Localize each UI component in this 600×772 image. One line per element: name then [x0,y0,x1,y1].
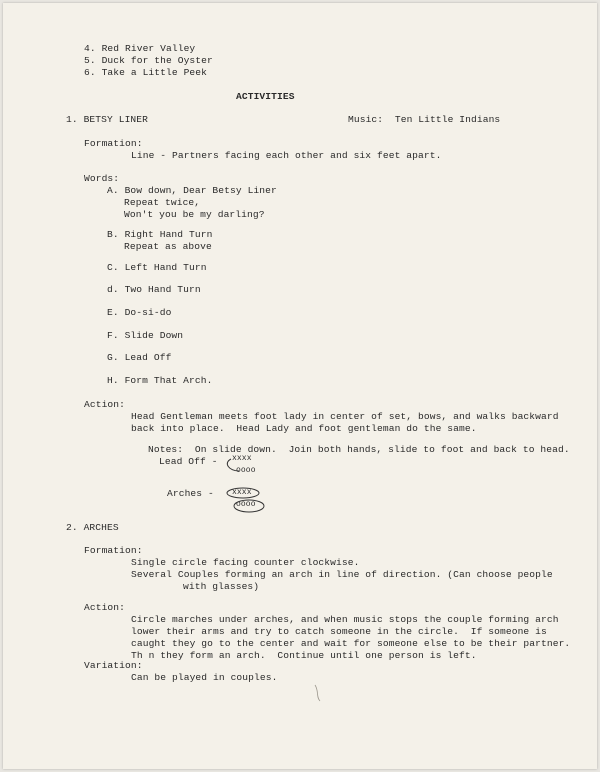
music-note: Music: Ten Little Indians [348,114,501,125]
words-line: F. Slide Down [107,330,184,341]
variation-text: Can be played in couples. [131,672,278,683]
notes-text: Notes: On slide down. Join both hands, slide to foot and back to head. [148,444,570,455]
action-text: back into place. Head Lady and foot gentleman do the same. [131,423,477,434]
action-label: Action: [84,399,126,410]
words-line: Repeat twice, [124,197,201,208]
song-item: 4. Red River Valley [84,43,196,54]
lead-off-top-row: xxxx [232,454,252,463]
song-item: 5. Duck for the Oyster [84,55,213,66]
arch-loop-icon [225,487,275,517]
words-line: Won't you be my darling? [124,209,265,220]
lead-off-arrow-icon [225,455,265,483]
words-label: Words: [84,173,120,184]
formation-text: Several Couples forming an arch in line of direction. (Can choose people [131,569,553,580]
formation-text: with glasses) [183,581,260,592]
words-line: B. Right Hand Turn [107,229,213,240]
arches-bottom-row: oooo [236,500,256,509]
action-text: lower their arms and try to catch someone in the circle. If someone is [131,626,547,637]
formation-label: Formation: [84,545,143,556]
words-line: C. Left Hand Turn [107,262,207,273]
song-item: 6. Take a Little Peek [84,67,208,78]
activity-title: 1. BETSY LINER [66,114,149,125]
words-line: H. Form That Arch. [107,375,213,386]
action-text: caught they go to the center and wait for someone else to be their partner. [131,638,571,649]
words-line: A. Bow down, Dear Betsy Liner [107,185,277,196]
action-label: Action: [84,602,126,613]
formation-label: Formation: [84,138,143,149]
action-text: Head Gentleman meets foot lady in center of set, bows, and walks backward [131,411,559,422]
words-line: Repeat as above [124,241,212,252]
document-page [3,3,597,769]
lead-off-label: Lead Off - [159,456,218,467]
lead-off-bottom-row: oooo [236,466,256,475]
variation-label: Variation: [84,660,143,671]
words-line: E. Do-si-do [107,307,172,318]
arches-top-row: xxxx [232,488,252,497]
words-line: G. Lead Off [107,352,172,363]
arches-label: Arches - [167,488,214,499]
formation-text: Line - Partners facing each other and six feet apart. [131,150,442,161]
words-line: d. Two Hand Turn [107,284,201,295]
pencil-mark-icon [313,683,323,703]
action-text: Th n they form an arch. Continue until one person is left. [131,650,477,661]
section-heading: ACTIVITIES [236,91,295,102]
action-text: Circle marches under arches, and when music stops the couple forming arch [131,614,559,625]
formation-text: Single circle facing counter clockwise. [131,557,360,568]
activity-title: 2. ARCHES [66,522,119,533]
